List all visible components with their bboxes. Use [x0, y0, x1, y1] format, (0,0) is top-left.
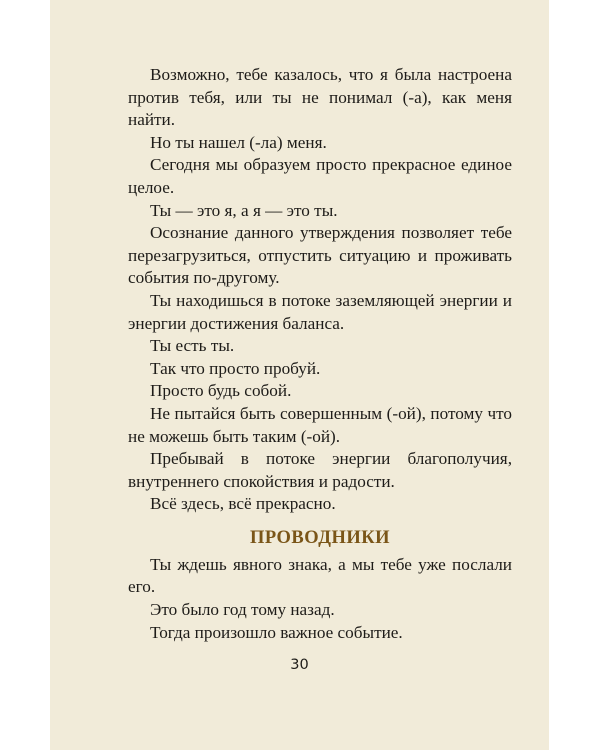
paragraph: Ты есть ты. [150, 336, 235, 356]
paragraph: Всё здесь, всё прекрасно. [150, 494, 336, 514]
paragraph: Пребывай в потоке энергии благополучия, внутреннего спокойствия и радости. [128, 449, 512, 491]
paragraph: Возможно, тебе казалось, что я была настроена против тебя, или ты не понимал (-а), как меня найти. [128, 65, 512, 130]
paragraph: Тогда произошло важное событие. [150, 622, 403, 642]
paragraph: Сегодня мы образуем просто прекрасное единое целое. [128, 155, 512, 197]
paragraph: Но ты нашел (-ла) меня. [150, 132, 327, 152]
paragraph: Так что просто пробуй. [150, 358, 321, 378]
section-heading: ПРОВОДНИКИ [249, 527, 391, 548]
page-text [128, 64, 512, 644]
paragraph: Ты находишься в потоке заземляющей энергии и энергии достижения баланса. [128, 290, 512, 333]
paragraph: Не пытайся быть совершенным (-ой), потому что не можешь быть таким (-ой). [128, 403, 512, 446]
paragraph: Осознание данного утверждения позволяет тебе перезагрузиться, отпустить ситуацию и проживать события по-другому. [128, 223, 512, 288]
book-page [50, 0, 549, 750]
paragraph: Это было год тому назад. [150, 600, 335, 620]
paragraph: Ты ждешь явного знака, а мы тебе уже послали его. [128, 554, 512, 597]
paragraph: Ты — это я, а я — это ты. [150, 200, 338, 220]
paragraph: Просто будь собой. [150, 381, 292, 401]
page-number: 30 [290, 657, 309, 673]
